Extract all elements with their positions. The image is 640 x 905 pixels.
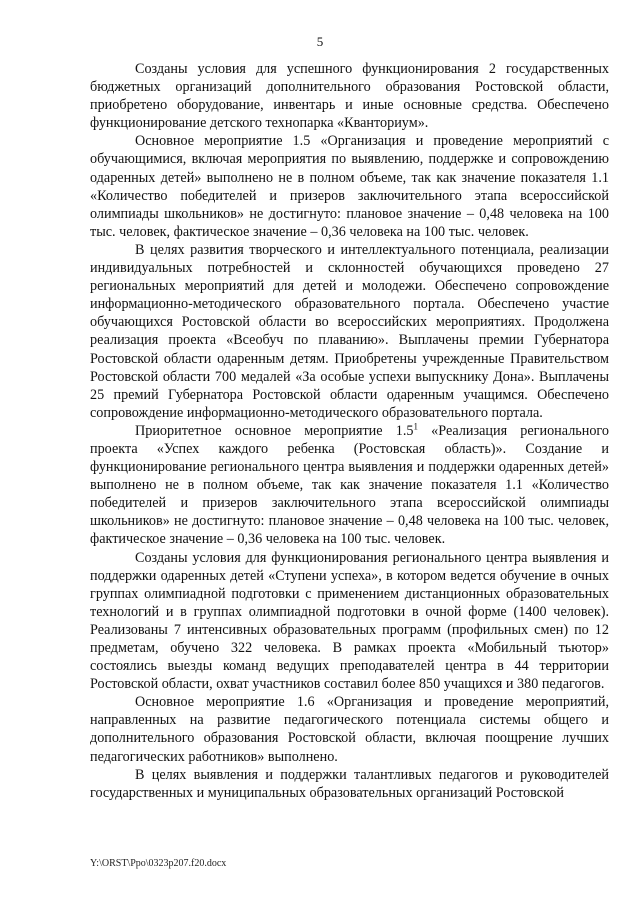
paragraph: Созданы условия для успешного функционирования 2 государственных бюджетных организаций дополнительного образования Ростовской области, приобретено оборудование, инвентарь и иные основные средства. Обеспечено функционирование детского технопарка «Кванториум». — [90, 61, 609, 132]
body-text — [90, 60, 609, 802]
page-number: 5 — [316, 34, 324, 49]
priority-paragraph — [90, 422, 609, 549]
priority-text-start: Приоритетное основное мероприятие 1.5 — [135, 422, 414, 439]
footnote-marker: 1 — [413, 421, 418, 432]
paragraph: Основное мероприятие 1.6 «Организация и проведение мероприятий, направленных на развитие педагогического потенциала системы общего и дополнительного образования Ростовской области, включая поощрение лучших педагогических работников» выполнено. — [90, 694, 609, 765]
paragraph: Созданы условия для функционирования регионального центра выявления и поддержки одаренных детей «Ступени успеха», в котором ведется обучение в очных группах олимпиадной подготовки с применением дистанционных образовательных технологий и в группах олимпиадной подготовки в очной форме (1400 человек). Реализованы 7 интенсивных образовательных программ (профильных смен) по 12 предметам, обучено 322 человека. В рамках проекта «Мобильный тьютор» состоялись выезды команд ведущих преподавателей центра в 44 территории Ростовской области, охват участников составил более 850 учащихся и 380 педагогов. — [90, 549, 609, 693]
footer-file-path: Y:\ORST\Ppo\0323p207.f20.docx — [90, 858, 227, 869]
paragraph: Основное мероприятие 1.5 «Организация и проведение мероприятий с обучающимися, включая мероприятия по выявлению, поддержке и сопровождению одаренных детей» выполнено не в полном объеме, так как значение показателя 1.1 «Количество победителей и призеров заключительного этапа всероссийской олимпиады школьников» не достигнуто: плановое значение – 0,48 человека на 100 тыс. человек, фактическое значение – 0,36 человека на 100 тыс. человек. — [90, 133, 609, 240]
paragraph: В целях выявления и поддержки талантливых педагогов и руководителей государственных и муниципальных образовательных организаций Ростовской — [90, 766, 609, 801]
paragraph: В целях развития творческого и интеллектуального потенциала, реализации индивидуальных потребностей и склонностей обучающихся проведено 27 региональных мероприятий для детей и молодежи. Обеспечено сопровождение информационно-методического образовательного портала. Обеспечено участие обучающихся Ростовской области во всероссийских мероприятиях. Продолжена реализация проекта «Всеобуч по плаванию». Выплачены премии Губернатора Ростовской области одаренным детям. Приобретены учрежденные Правительством Ростовской области 700 медалей «За особые успехи выпускнику Дона». Выплачены 25 премий Губернатора Ростовской области одаренным учащимся. Обеспечено сопровождение информационно-методического образовательного портала. — [90, 241, 609, 421]
priority-text-rest: «Реализация регионального проекта «Успех каждого ребенка (Ростовская область)». Создание и функционирование регионального центра выявления и поддержки одаренных детей» выполнено не в полном объеме, так как значение показателя 1.1 «Количество победителей и призеров заключительного этапа всероссийской олимпиады школьников» не достигнуто: плановое значение – 0,48 человека на 100 тыс. человек, фактическое значение – 0,36 человека на 100 тыс. человек. — [90, 422, 609, 548]
